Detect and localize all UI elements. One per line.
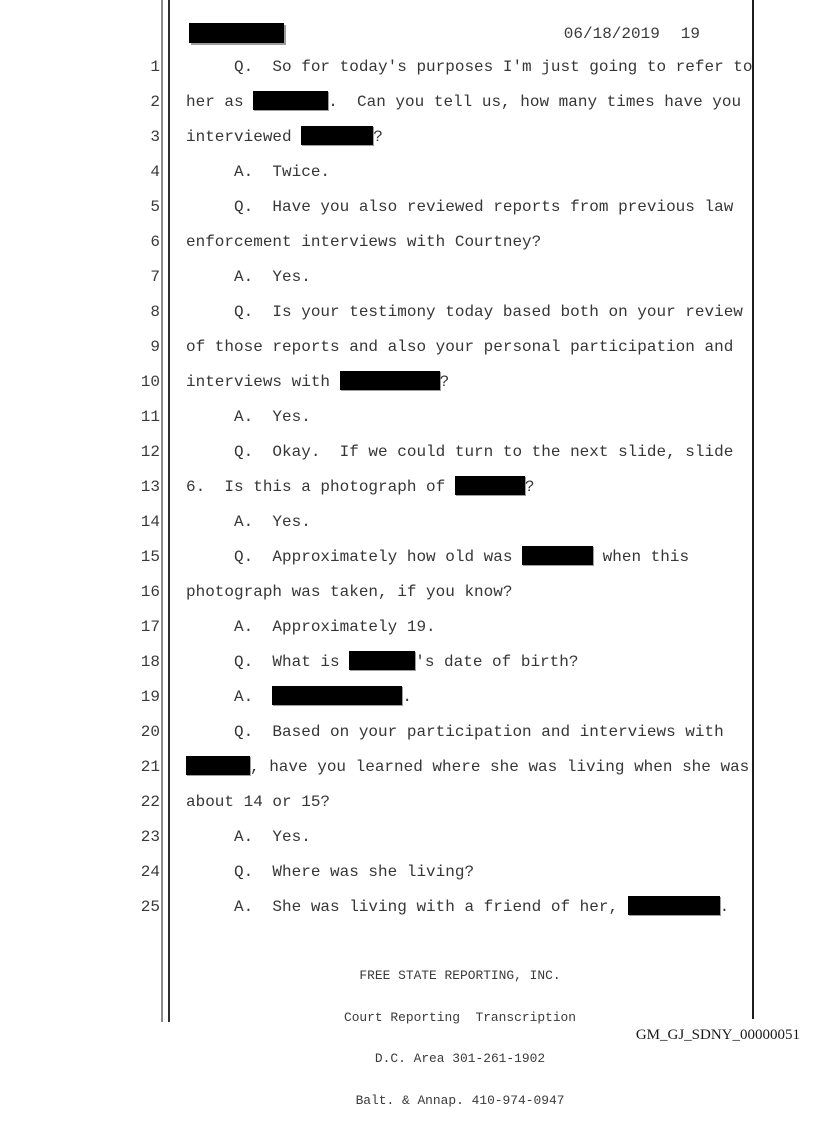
transcript-line bbox=[0, 855, 752, 890]
line-text bbox=[186, 50, 753, 85]
transcript-text: interviews with bbox=[186, 373, 340, 391]
transcript-text: ? bbox=[373, 128, 383, 146]
transcript-line bbox=[0, 610, 752, 645]
transcript-text: about 14 or 15? bbox=[186, 793, 331, 811]
transcript-line bbox=[0, 575, 752, 610]
line-number: 22 bbox=[140, 793, 160, 811]
line-text bbox=[186, 85, 741, 120]
redaction-bar bbox=[349, 651, 415, 670]
transcript-text: ? bbox=[524, 478, 535, 496]
line-number: 5 bbox=[150, 198, 160, 216]
line-number: 17 bbox=[140, 618, 160, 636]
transcript-text: Q. What is bbox=[186, 653, 350, 671]
transcript-line bbox=[0, 295, 752, 330]
line-text bbox=[186, 260, 311, 295]
line-number: 9 bbox=[150, 338, 160, 356]
transcript-text: Q. Is your testimony today based both on your review bbox=[186, 303, 743, 321]
line-number: 23 bbox=[140, 828, 160, 846]
transcript-text: Q. Okay. If we could turn to the next slide, slide bbox=[186, 443, 734, 461]
transcript-text: when this bbox=[593, 548, 690, 566]
transcript-line bbox=[0, 50, 752, 85]
transcript-line bbox=[0, 470, 752, 505]
transcript-line bbox=[0, 505, 752, 540]
line-text bbox=[186, 540, 689, 575]
line-text bbox=[186, 890, 729, 925]
transcript-line bbox=[0, 155, 752, 190]
reporter-info-line: Court Reporting Transcription bbox=[343, 1009, 577, 1025]
transcript-line bbox=[0, 365, 752, 400]
transcript-text: ? bbox=[439, 373, 450, 391]
transcript-line bbox=[0, 750, 752, 785]
transcript-text: A. Yes. bbox=[186, 268, 311, 286]
line-text bbox=[186, 575, 512, 610]
line-number: 14 bbox=[140, 513, 160, 531]
line-number: 7 bbox=[150, 268, 160, 286]
line-text bbox=[186, 330, 733, 365]
transcript-text: interviewed bbox=[186, 128, 302, 146]
transcript-text: . bbox=[402, 688, 413, 706]
line-number: 18 bbox=[140, 653, 160, 671]
line-number: 25 bbox=[140, 898, 160, 916]
reporter-info-line: Balt. & Annap. 410-974-0947 bbox=[355, 1092, 565, 1108]
redaction-bar bbox=[455, 476, 525, 495]
line-number: 19 bbox=[140, 688, 160, 706]
line-number: 10 bbox=[140, 373, 160, 391]
line-text bbox=[186, 295, 743, 330]
transcript-line bbox=[0, 680, 752, 715]
line-text bbox=[186, 680, 412, 715]
line-text bbox=[186, 365, 449, 400]
reporter-info-line: FREE STATE REPORTING, INC. bbox=[359, 967, 561, 983]
right-rule bbox=[752, 0, 754, 1019]
transcript-text: 6. Is this a photograph of bbox=[186, 478, 455, 496]
redaction-bar bbox=[186, 756, 250, 775]
line-number: 12 bbox=[140, 443, 160, 461]
redaction-bar bbox=[301, 126, 373, 145]
line-text bbox=[186, 225, 541, 260]
transcript-line bbox=[0, 715, 752, 750]
transcript-line bbox=[0, 890, 752, 925]
transcript-text: enforcement interviews with Courtney? bbox=[186, 233, 542, 251]
line-number: 2 bbox=[150, 93, 160, 111]
line-text bbox=[186, 715, 724, 750]
line-text bbox=[186, 750, 749, 785]
transcript-line bbox=[0, 330, 752, 365]
line-number: 20 bbox=[140, 723, 160, 741]
transcript-text: her as bbox=[186, 93, 254, 111]
line-text bbox=[186, 435, 733, 470]
header-page-number: 19 bbox=[680, 25, 700, 43]
header-redaction-bar bbox=[189, 23, 284, 43]
transcript-line bbox=[0, 400, 752, 435]
transcript-text: . Can you tell us, how many times have you bbox=[328, 93, 742, 111]
transcript-text: A. Yes. bbox=[186, 828, 311, 846]
line-number: 4 bbox=[150, 163, 160, 181]
transcript-line bbox=[0, 540, 752, 575]
transcript-text: Q. Where was she living? bbox=[186, 863, 475, 881]
redaction-bar bbox=[628, 896, 720, 915]
transcript-text: 's date of birth? bbox=[415, 653, 579, 671]
reporter-info-line: D.C. Area 301-261-1902 bbox=[374, 1051, 546, 1067]
line-text bbox=[186, 785, 330, 820]
transcript-line bbox=[0, 645, 752, 680]
line-text bbox=[186, 190, 733, 225]
line-number: 1 bbox=[150, 58, 160, 76]
transcript-line bbox=[0, 260, 752, 295]
transcript-text: A. Yes. bbox=[186, 408, 311, 426]
line-number: 15 bbox=[140, 548, 160, 566]
header-date-line bbox=[564, 25, 700, 43]
line-number: 11 bbox=[140, 408, 160, 426]
transcript-line bbox=[0, 785, 752, 820]
line-text bbox=[186, 855, 474, 890]
transcript-text: . bbox=[719, 898, 730, 916]
transcript-text: A. She was living with a friend of her, bbox=[186, 898, 628, 916]
line-number: 13 bbox=[140, 478, 160, 496]
line-number: 6 bbox=[150, 233, 160, 251]
redaction-bar bbox=[272, 686, 402, 705]
transcript-text: Q. Approximately how old was bbox=[186, 548, 523, 566]
line-text bbox=[186, 470, 534, 505]
transcript-text: , have you learned where she was living when she was bbox=[250, 758, 750, 776]
redaction-bar bbox=[340, 371, 440, 390]
redaction-bar bbox=[522, 546, 593, 565]
transcript-line bbox=[0, 190, 752, 225]
transcript-text: of those reports and also your personal participation and bbox=[186, 338, 734, 356]
transcript-line bbox=[0, 435, 752, 470]
line-number: 16 bbox=[140, 583, 160, 601]
line-text bbox=[186, 120, 383, 155]
transcript-text: Q. Based on your participation and interviews with bbox=[186, 723, 724, 741]
line-text bbox=[186, 505, 311, 540]
bates-number: GM_GJ_SDNY_00000051 bbox=[635, 1027, 800, 1043]
line-text bbox=[186, 400, 311, 435]
transcript-lines bbox=[0, 50, 752, 925]
transcript-line bbox=[0, 120, 752, 155]
transcript-text: A. Twice. bbox=[186, 163, 331, 181]
line-text bbox=[186, 820, 311, 855]
transcript-text: A. Approximately 19. bbox=[186, 618, 436, 636]
line-text bbox=[186, 610, 436, 645]
transcript-text: A. bbox=[186, 688, 273, 706]
transcript-text: Q. Have you also reviewed reports from previous law bbox=[186, 198, 734, 216]
line-number: 21 bbox=[140, 758, 160, 776]
transcript-text: A. Yes. bbox=[186, 513, 311, 531]
transcript-text: photograph was taken, if you know? bbox=[186, 583, 513, 601]
header-date: 06/18/2019 bbox=[563, 25, 660, 43]
line-number: 24 bbox=[140, 863, 160, 881]
transcript-line bbox=[0, 225, 752, 260]
transcript-text: Q. So for today's purposes I'm just going to refer to bbox=[186, 58, 753, 76]
line-number: 3 bbox=[150, 128, 160, 146]
line-number: 8 bbox=[150, 303, 160, 321]
transcript-line bbox=[0, 85, 752, 120]
line-text bbox=[186, 155, 330, 190]
transcript-line bbox=[0, 820, 752, 855]
line-text bbox=[186, 645, 578, 680]
redaction-bar bbox=[253, 91, 328, 110]
